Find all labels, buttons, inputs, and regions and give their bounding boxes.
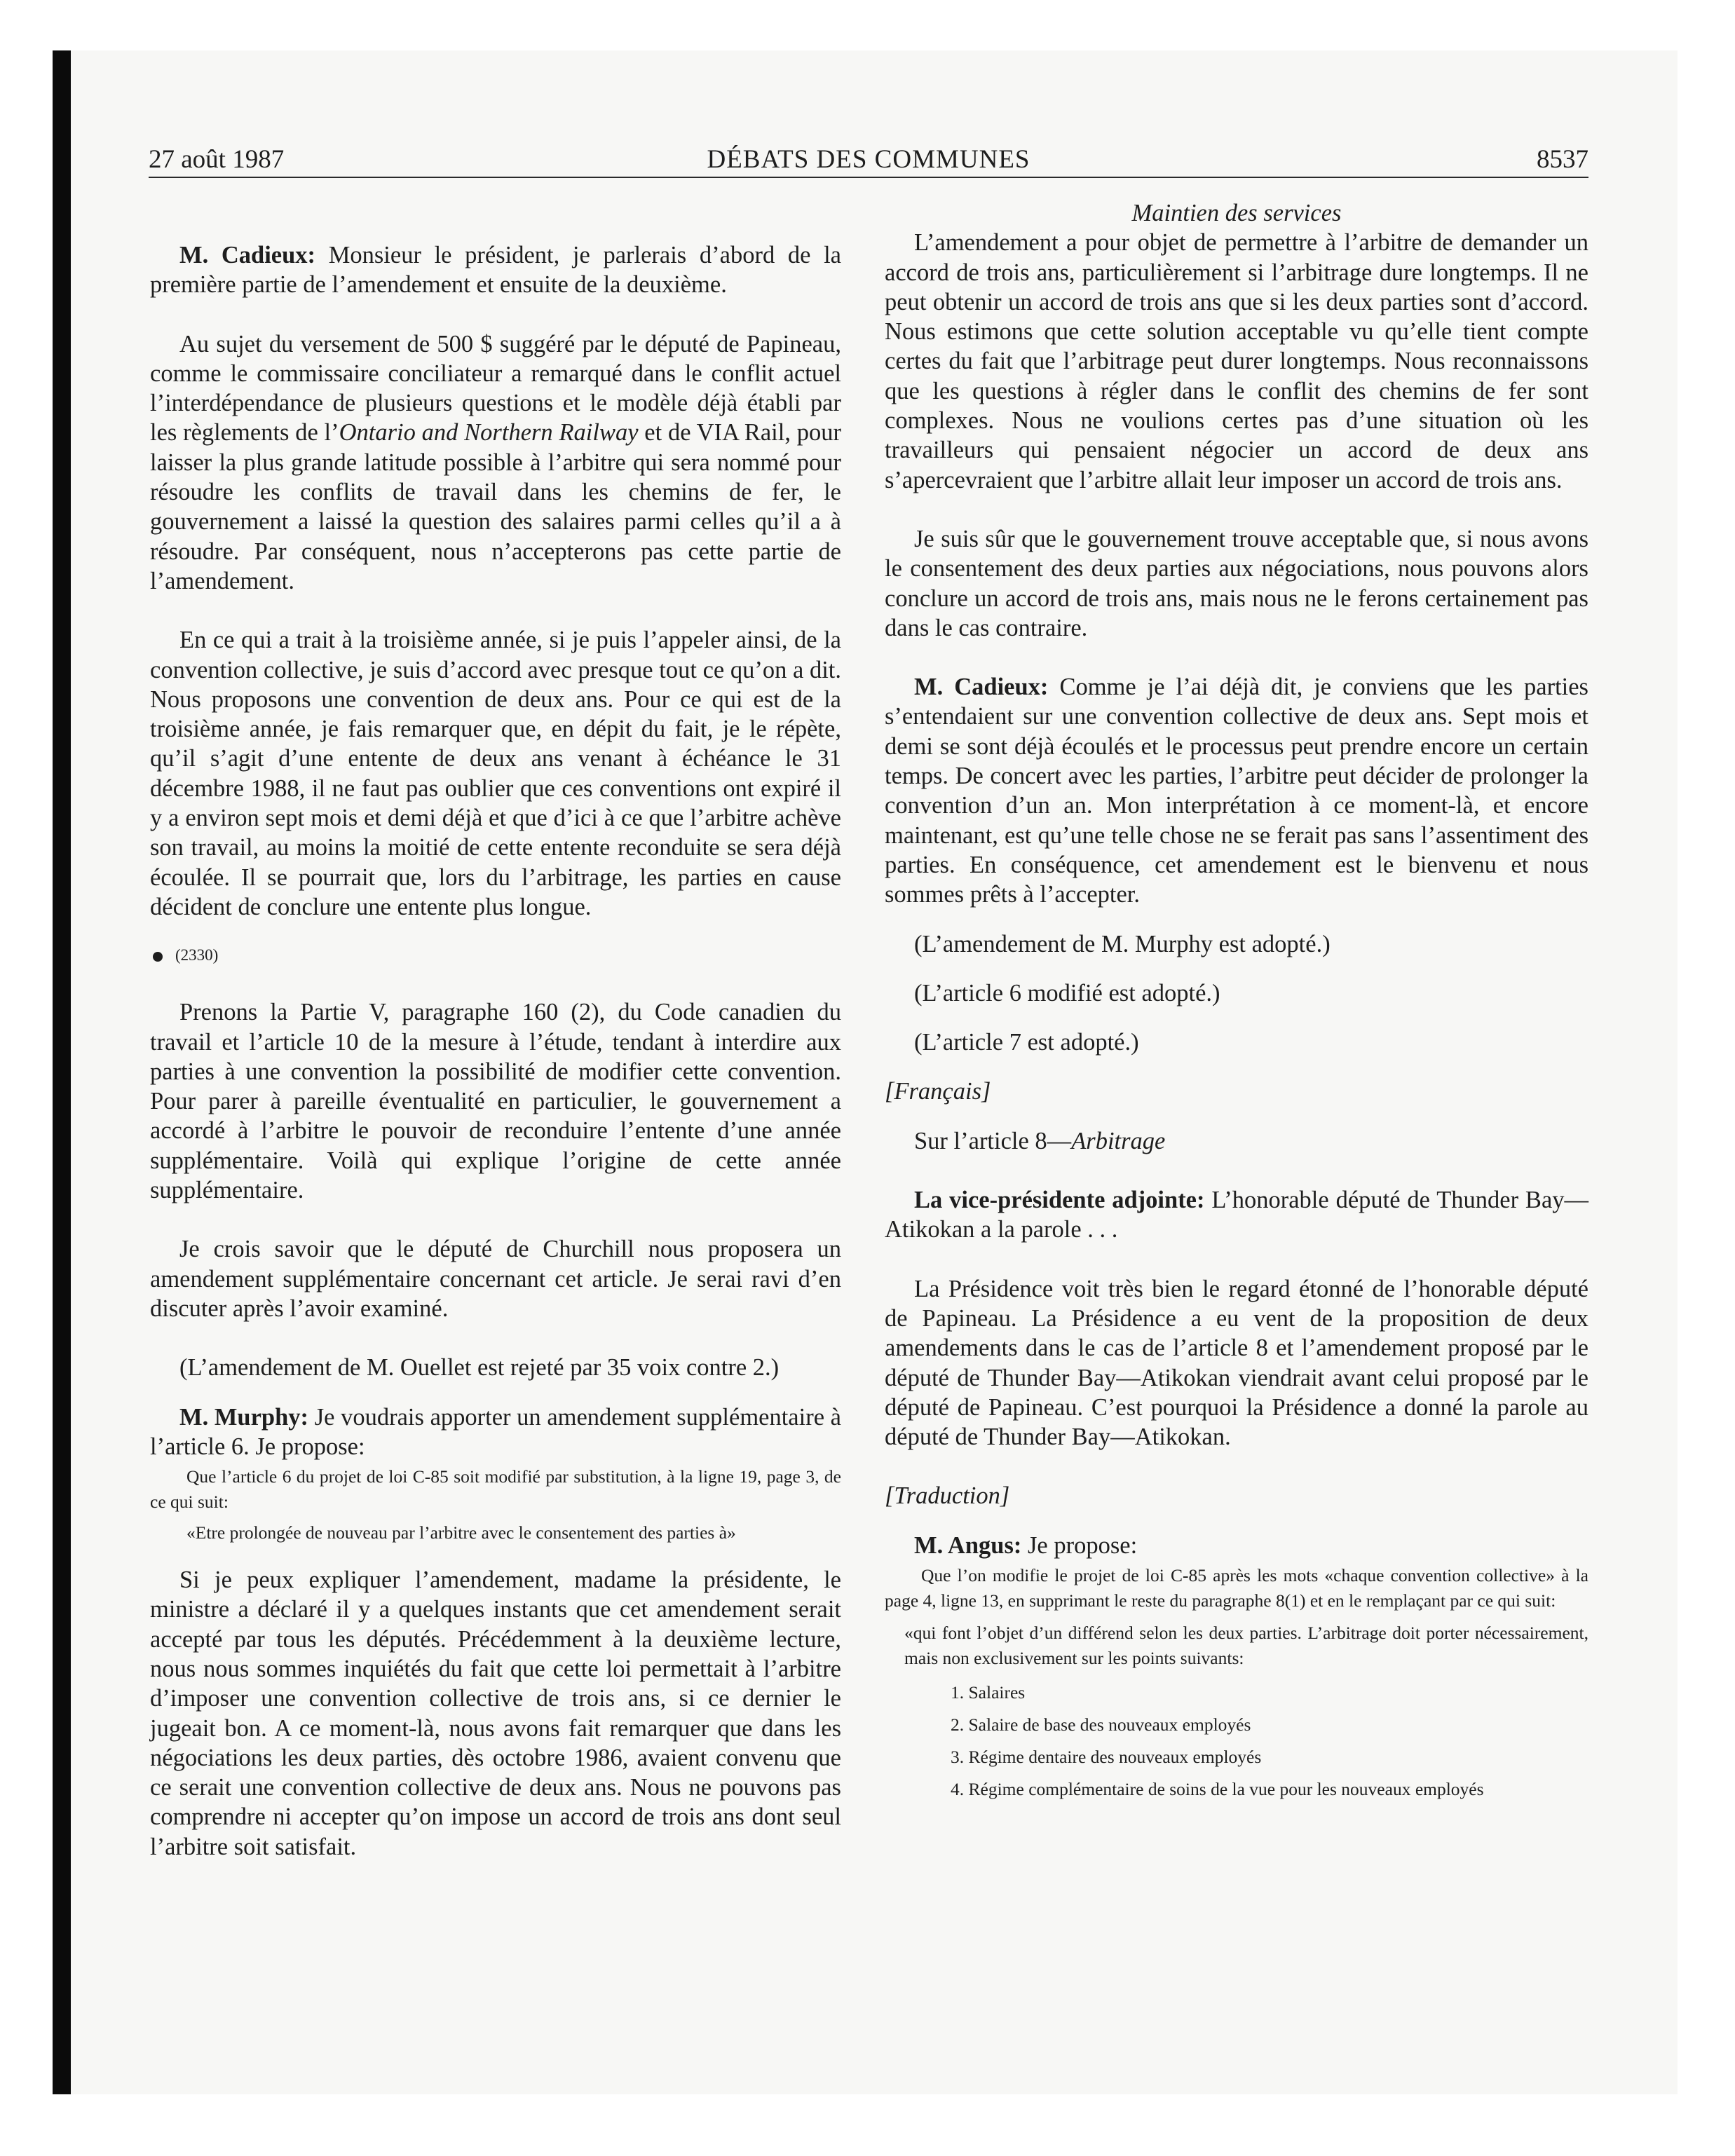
paragraph-text: Monsieur le président, je parlerais d’abord de la première partie de l’amendement et ensuite de la deuxième. bbox=[150, 242, 841, 299]
section-heading: Maintien des services bbox=[1131, 200, 1342, 226]
paragraph-text: Je propose: bbox=[1021, 1531, 1138, 1559]
ruling-line: (L’amendement de M. Murphy est adopté.) bbox=[914, 930, 1331, 957]
paragraph bbox=[885, 1185, 1588, 1245]
clause-heading bbox=[885, 1126, 1588, 1156]
paragraph: Je suis sûr que le gouvernement trouve acceptable que, si nous avons le consentement des deux parties aux négociations, nous pouvons alors conclure un accord de trois ans, mais nous ne le ferons certainement pas dans le cas contraire. bbox=[885, 525, 1588, 641]
paragraph: L’amendement a pour objet de permettre à l’arbitre de demander un accord de trois ans, particulièrement si l’arbitrage dure longtemps. Il ne peut obtenir un accord de trois ans que si les deux parties sont d’accord. Nous estimons que cette solution acceptable vu qu’elle tient compte certes du fait que l’arbitrage peut durer longtemps. Nous reconnaissons que les questions à régler dans le conflit des chemins de fer sont complexes. Nous ne voulions certes pas d’une situation où les travailleurs qui pensaient négocier un accord de deux ans s’apercevraient que l’arbitre allait leur imposer un accord de trois ans. bbox=[885, 229, 1588, 493]
header-title: DÉBATS DES COMMUNES bbox=[707, 145, 1030, 174]
motion-paragraph: «Etre prolongée de nouveau par l’arbitre avec le consentement des parties à» bbox=[186, 1522, 736, 1543]
paragraph bbox=[150, 240, 841, 300]
motion-paragraph: «qui font l’objet d’un différend selon les deux parties. L’arbitrage doit porter nécessairement, mais non exclusivement sur les points suivants: bbox=[904, 1622, 1588, 1668]
italic-title: Ontario and Northern Railway bbox=[339, 419, 639, 446]
left-column bbox=[150, 198, 841, 1862]
header-date: 27 août 1987 bbox=[149, 145, 285, 174]
page-header bbox=[149, 143, 1588, 178]
clause-prefix: Sur l’article 8— bbox=[914, 1127, 1072, 1154]
motion-text bbox=[885, 1621, 1588, 1671]
speaker-name: M. Angus: bbox=[914, 1531, 1022, 1559]
paragraph: Si je peux expliquer l’amendement, madame la présidente, le ministre a déclaré il y a quelques instants que cet amendement serait accepté par tous les députés. Précédemment à la deuxième lecture, nous nous sommes inquiétés du fait que cette loi permettait à l’arbitre d’imposer une convention collective de trois ans, si ce dernier le jugeait bon. A ce moment-là, nous avons fait remarquer que dans les négociations les deux parties, dès octobre 1986, avaient convenu que ce serait une convention collective de deux ans. Nous ne pouvons pas comprendre ni accepter qu’on impose un accord de trois ans dont seul l’arbitre soit satisfait. bbox=[150, 1567, 841, 1860]
motion-list bbox=[885, 1677, 1588, 1806]
paragraph: (L’amendement de M. Ouellet est rejeté par 35 voix contre 2.) bbox=[179, 1354, 780, 1381]
paragraph bbox=[885, 1531, 1588, 1560]
paragraph bbox=[885, 672, 1588, 909]
bullet-dot-icon bbox=[153, 952, 163, 962]
speaker-name: M. Murphy: bbox=[179, 1403, 309, 1431]
paragraph-text: Comme je l’ai déjà dit, je conviens que les parties s’entendaient sur une convention collective de deux ans. Sept mois et demi se sont déjà écoulés et le processus peut prendre encore un certain temps. De concert avec les parties, l’arbitre peut décider de prolonger la convention d’un an. Mon interprétation à ce moment-là, et encore maintenant, est qu’une telle chose ne se ferait pas sans l’assentiment des parties. En conséquence, cet amendement est le bienvenu et nous sommes prêts à l’accepter. bbox=[885, 674, 1588, 908]
paragraph-text: Au sujet du versement de 500 $ suggéré par le député de Papineau, comme le commissaire conciliateur a remarqué dans le conflit actuel l’interdépendance de plusieurs questions et le modèle déjà établi par les règlements de l’ bbox=[150, 330, 841, 446]
paragraph: La Présidence voit très bien le regard étonné de l’honorable député de Papineau. La Présidence a eu vent de la proposition de deux amendements dans le cas de l’article 8 et l’amendement proposé par le député de Thunder Bay—Atikokan viendrait avant celui proposé par le député de Papineau. C’est pourquoi la Présidence a donné la parole au député de Thunder Bay—Atikokan. bbox=[885, 1275, 1588, 1451]
paragraph-text: L’honorable député de Thunder Bay—Atikokan a la parole . . . bbox=[885, 1187, 1589, 1243]
list-item: 4. Régime complémentaire de soins de la vue pour les nouveaux employés bbox=[951, 1778, 1484, 1799]
right-column bbox=[885, 198, 1588, 1806]
ruling-line: (L’article 6 modifié est adopté.) bbox=[914, 979, 1220, 1007]
speaker-name: M. Cadieux: bbox=[914, 674, 1049, 701]
speaker-name: M. Cadieux: bbox=[179, 242, 316, 268]
header-page-number: 8537 bbox=[1537, 145, 1588, 174]
speaker-name: La vice-présidente adjointe: bbox=[914, 1187, 1205, 1214]
language-marker: [Français] bbox=[885, 1078, 991, 1105]
paragraph bbox=[150, 329, 841, 596]
list-item: 2. Salaire de base des nouveaux employés bbox=[951, 1714, 1251, 1735]
paragraph-text: et de VIA Rail, pour laisser la plus grande latitude possible à l’arbitre qui sera nommé pour résoudre les conflits de travail dans les chemins de fer, le gouvernement a laissé la question des salaires parmi celles qu’il a à résoudre. Par conséquent, nous n’accepterons pas cette partie de l’amendement. bbox=[150, 419, 841, 594]
paragraph: En ce qui a trait à la troisième année, si je puis l’appeler ainsi, de la convention collective, je suis d’accord avec presque tout ce qu’on a dit. Nous proposons une convention de deux ans. Pour ce qui est de la troisième année, je fais remarquer que, en dépit du fait, je le répète, qu’il s’agit d’une entente de deux ans venant à échéance le 31 décembre 1988, il ne faut pas oublier que ces conventions ont expiré il y a environ sept mois et demi déjà et que d’ici à ce que l’arbitre achève son travail, au moins la moitié de cette entente reconduite se sera déjà écoulée. Il se pourrait que, lors du l’arbitrage, les parties en cause décident de conclure une entente plus longue. bbox=[150, 627, 841, 920]
time-stamp-text: (2330) bbox=[175, 946, 219, 964]
motion-text bbox=[150, 1464, 841, 1546]
paragraph: Prenons la Partie V, paragraphe 160 (2), du Code canadien du travail et l’article 10 de la mesure à l’étude, tendant à interdire aux parties à une convention la possibilité de modifier cette convention. Pour parer à pareille éventualité en particulier, le gouvernement a accordé à l’arbitre le pouvoir de reconduire l’entente d’une année supplémentaire. Voilà qui explique l’origine de cette année supplémentaire. bbox=[150, 999, 841, 1204]
motion-paragraph: Que l’on modifie le projet de loi C-85 après les mots «chaque convention collective» à la page 4, ligne 13, en supprimant le reste du paragraphe 8(1) et en le remplaçant par ce qui suit: bbox=[885, 1564, 1588, 1611]
ruling-line: (L’article 7 est adopté.) bbox=[914, 1029, 1139, 1056]
list-item: 3. Régime dentaire des nouveaux employés bbox=[951, 1746, 1262, 1767]
language-marker: [Traduction] bbox=[885, 1482, 1010, 1510]
clause-title: Arbitrage bbox=[1071, 1127, 1166, 1154]
motion-text bbox=[885, 1563, 1588, 1613]
paragraph-text: Je voudrais apporter un amendement supplémentaire à l’article 6. Je propose: bbox=[150, 1403, 841, 1460]
motion-paragraph: Que l’article 6 du projet de loi C-85 soit modifié par substitution, à la ligne 19, page 3, de ce qui suit: bbox=[150, 1466, 841, 1513]
paragraph: Je crois savoir que le député de Churchill nous proposera un amendement supplémentaire concernant cet article. Je serai ravi d’en discuter après l’avoir examiné. bbox=[150, 1236, 841, 1322]
list-item: 1. Salaires bbox=[951, 1681, 1026, 1703]
paragraph bbox=[150, 1403, 841, 1462]
time-stamp bbox=[150, 943, 841, 968]
